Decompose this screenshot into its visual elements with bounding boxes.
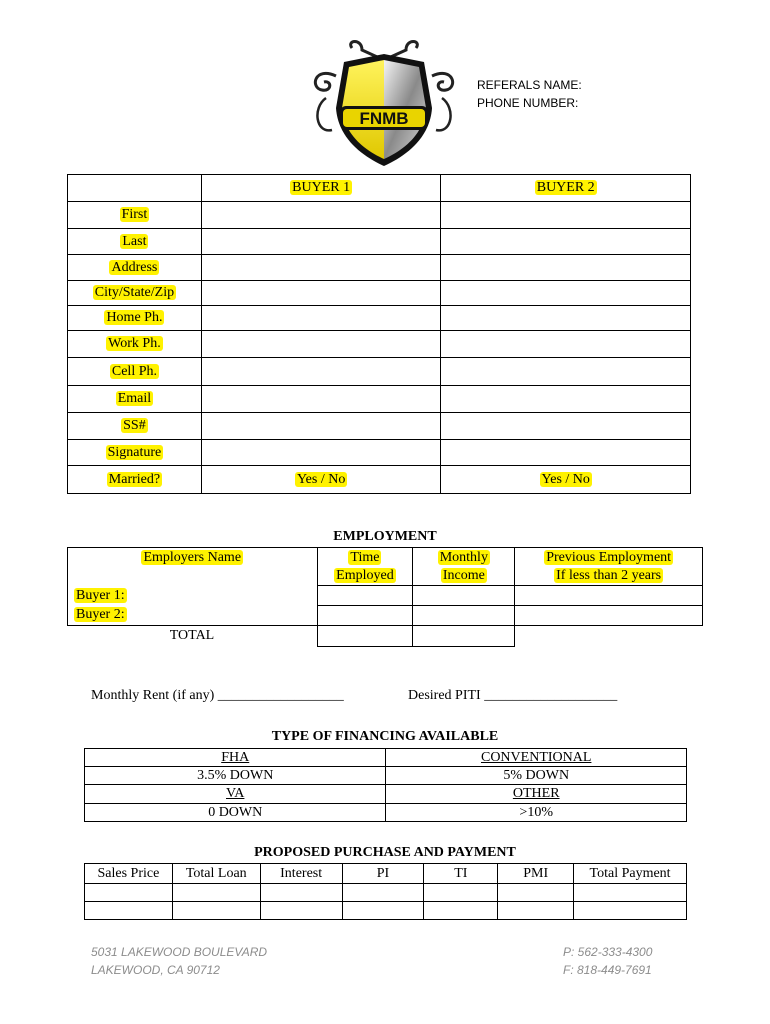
employment-table bbox=[67, 547, 703, 647]
purchase-table bbox=[84, 863, 687, 920]
col-pi: PI bbox=[342, 864, 424, 884]
employers-name-header: Employers Name bbox=[68, 548, 318, 586]
buyer-row-cell-phone bbox=[68, 358, 691, 386]
pmi-field[interactable] bbox=[498, 902, 574, 920]
buyer-row-home-phone bbox=[68, 306, 691, 331]
row-label-ssn: SS# bbox=[123, 418, 146, 433]
buyer1-employer-field[interactable]: Buyer 1: bbox=[68, 586, 318, 606]
buyer2-income-field[interactable] bbox=[413, 606, 515, 626]
sales-price-field[interactable] bbox=[85, 902, 173, 920]
financing-table bbox=[84, 748, 687, 822]
financing-conventional-down: 5% DOWN bbox=[386, 767, 687, 785]
purchase-row bbox=[85, 902, 687, 920]
row-label-home-phone: Home Ph. bbox=[106, 310, 163, 325]
corner-cell bbox=[68, 175, 202, 202]
financing-title: TYPE OF FINANCING AVAILABLE bbox=[271, 729, 499, 744]
buyer1-home-phone-field[interactable] bbox=[201, 306, 441, 331]
buyer2-married-field[interactable]: Yes / No bbox=[441, 466, 691, 494]
buyer2-email-field[interactable] bbox=[441, 386, 691, 413]
pi-field[interactable] bbox=[342, 884, 424, 902]
buyer-row-signature bbox=[68, 440, 691, 466]
row-label-cell-phone: Cell Ph. bbox=[111, 363, 157, 379]
total-time-field[interactable] bbox=[317, 626, 413, 647]
buyer2-cell-phone-field[interactable] bbox=[441, 358, 691, 386]
col-total-loan: Total Loan bbox=[172, 864, 260, 884]
total-income-field[interactable] bbox=[413, 626, 515, 647]
buyer1-address-field[interactable] bbox=[201, 255, 441, 281]
footer-address-line1: 5031 LAKEWOOD BOULEVARD bbox=[91, 945, 268, 959]
total-blank bbox=[515, 626, 703, 647]
buyer1-last-field[interactable] bbox=[201, 229, 441, 255]
sales-price-field[interactable] bbox=[85, 884, 173, 902]
monthly-income-header: Monthly Income bbox=[413, 548, 515, 586]
buyer2-first-field[interactable] bbox=[441, 202, 691, 229]
total-loan-field[interactable] bbox=[172, 884, 260, 902]
footer-phone: P: 562-333-4300 bbox=[563, 945, 653, 959]
buyer-row-married bbox=[68, 466, 691, 494]
interest-field[interactable] bbox=[260, 902, 342, 920]
buyer-row-ssn bbox=[68, 413, 691, 440]
financing-other-down: >10% bbox=[386, 804, 687, 822]
buyer2-work-phone-field[interactable] bbox=[441, 331, 691, 358]
buyer-row-city bbox=[68, 281, 691, 306]
row-label-last: Last bbox=[122, 233, 147, 249]
logo-text: FNMB bbox=[359, 109, 409, 128]
footer-contact bbox=[563, 943, 652, 979]
row-label-first: First bbox=[121, 207, 148, 222]
pmi-field[interactable] bbox=[498, 884, 574, 902]
buyer2-address-field[interactable] bbox=[441, 255, 691, 281]
buyer1-cell-phone-field[interactable] bbox=[201, 358, 441, 386]
total-payment-field[interactable] bbox=[574, 902, 687, 920]
financing-conventional: CONVENTIONAL bbox=[386, 749, 687, 767]
footer-address bbox=[91, 943, 267, 979]
referrals-name-label: REFERALS NAME: bbox=[477, 78, 582, 92]
row-label-married: Married? bbox=[108, 471, 161, 487]
buyer-row-work-phone bbox=[68, 331, 691, 358]
desired-piti-field[interactable]: Desired PITI ___________________ bbox=[408, 688, 618, 703]
financing-va: VA bbox=[85, 785, 386, 804]
buyer2-last-field[interactable] bbox=[441, 229, 691, 255]
financing-va-down: 0 DOWN bbox=[85, 804, 386, 822]
buyer-row-address bbox=[68, 255, 691, 281]
interest-field[interactable] bbox=[260, 884, 342, 902]
buyer2-home-phone-field[interactable] bbox=[441, 306, 691, 331]
total-label: TOTAL bbox=[169, 628, 215, 644]
row-label-email: Email bbox=[117, 391, 152, 406]
row-label-signature: Signature bbox=[107, 444, 162, 460]
employment-title: EMPLOYMENT bbox=[333, 529, 437, 544]
col-pmi: PMI bbox=[498, 864, 574, 884]
company-logo bbox=[306, 38, 462, 170]
footer-address-line2: LAKEWOOD, CA 90712 bbox=[91, 963, 220, 977]
buyer-info-table bbox=[67, 174, 691, 494]
buyer1-married-field[interactable]: Yes / No bbox=[201, 466, 441, 494]
buyer1-signature-field[interactable] bbox=[201, 440, 441, 466]
col-total-payment: Total Payment bbox=[574, 864, 687, 884]
buyer2-header: BUYER 2 bbox=[441, 175, 691, 202]
buyer1-time-field[interactable] bbox=[317, 586, 413, 606]
total-payment-field[interactable] bbox=[574, 884, 687, 902]
purchase-row bbox=[85, 884, 687, 902]
buyer2-signature-field[interactable] bbox=[441, 440, 691, 466]
buyer-row-email bbox=[68, 386, 691, 413]
row-label-work-phone: Work Ph. bbox=[108, 336, 161, 351]
buyer1-work-phone-field[interactable] bbox=[201, 331, 441, 358]
previous-employment-header: Previous Employment If less than 2 years bbox=[515, 548, 703, 586]
buyer1-header: BUYER 1 bbox=[201, 175, 441, 202]
buyer1-email-field[interactable] bbox=[201, 386, 441, 413]
buyer1-income-field[interactable] bbox=[413, 586, 515, 606]
pi-field[interactable] bbox=[342, 902, 424, 920]
financing-other: OTHER bbox=[386, 785, 687, 804]
footer-fax: F: 818-449-7691 bbox=[563, 963, 652, 977]
col-interest: Interest bbox=[260, 864, 342, 884]
ti-field[interactable] bbox=[424, 902, 498, 920]
buyer2-ssn-field[interactable] bbox=[441, 413, 691, 440]
col-sales-price: Sales Price bbox=[85, 864, 173, 884]
buyer2-previous-field[interactable] bbox=[515, 606, 703, 626]
buyer-row-first bbox=[68, 202, 691, 229]
ti-field[interactable] bbox=[424, 884, 498, 902]
monthly-rent-field[interactable]: Monthly Rent (if any) __________________ bbox=[91, 688, 344, 703]
buyer2-employer-field[interactable]: Buyer 2: bbox=[68, 606, 318, 626]
row-label-address: Address bbox=[111, 259, 158, 275]
buyer-row-last bbox=[68, 229, 691, 255]
total-loan-field[interactable] bbox=[172, 902, 260, 920]
buyer1-previous-field[interactable] bbox=[515, 586, 703, 606]
financing-fha-down: 3.5% DOWN bbox=[85, 767, 386, 785]
buyer1-ssn-field[interactable] bbox=[201, 413, 441, 440]
buyer2-city-field[interactable] bbox=[441, 281, 691, 306]
time-employed-header: Time Employed bbox=[317, 548, 413, 586]
purchase-title: PROPOSED PURCHASE AND PAYMENT bbox=[254, 845, 516, 860]
buyer1-city-field[interactable] bbox=[201, 281, 441, 306]
phone-number-label: PHONE NUMBER: bbox=[477, 96, 579, 110]
row-label-city: City/State/Zip bbox=[94, 285, 175, 300]
financing-fha: FHA bbox=[85, 749, 386, 767]
buyer2-time-field[interactable] bbox=[317, 606, 413, 626]
col-ti: TI bbox=[424, 864, 498, 884]
buyer1-first-field[interactable] bbox=[201, 202, 441, 229]
